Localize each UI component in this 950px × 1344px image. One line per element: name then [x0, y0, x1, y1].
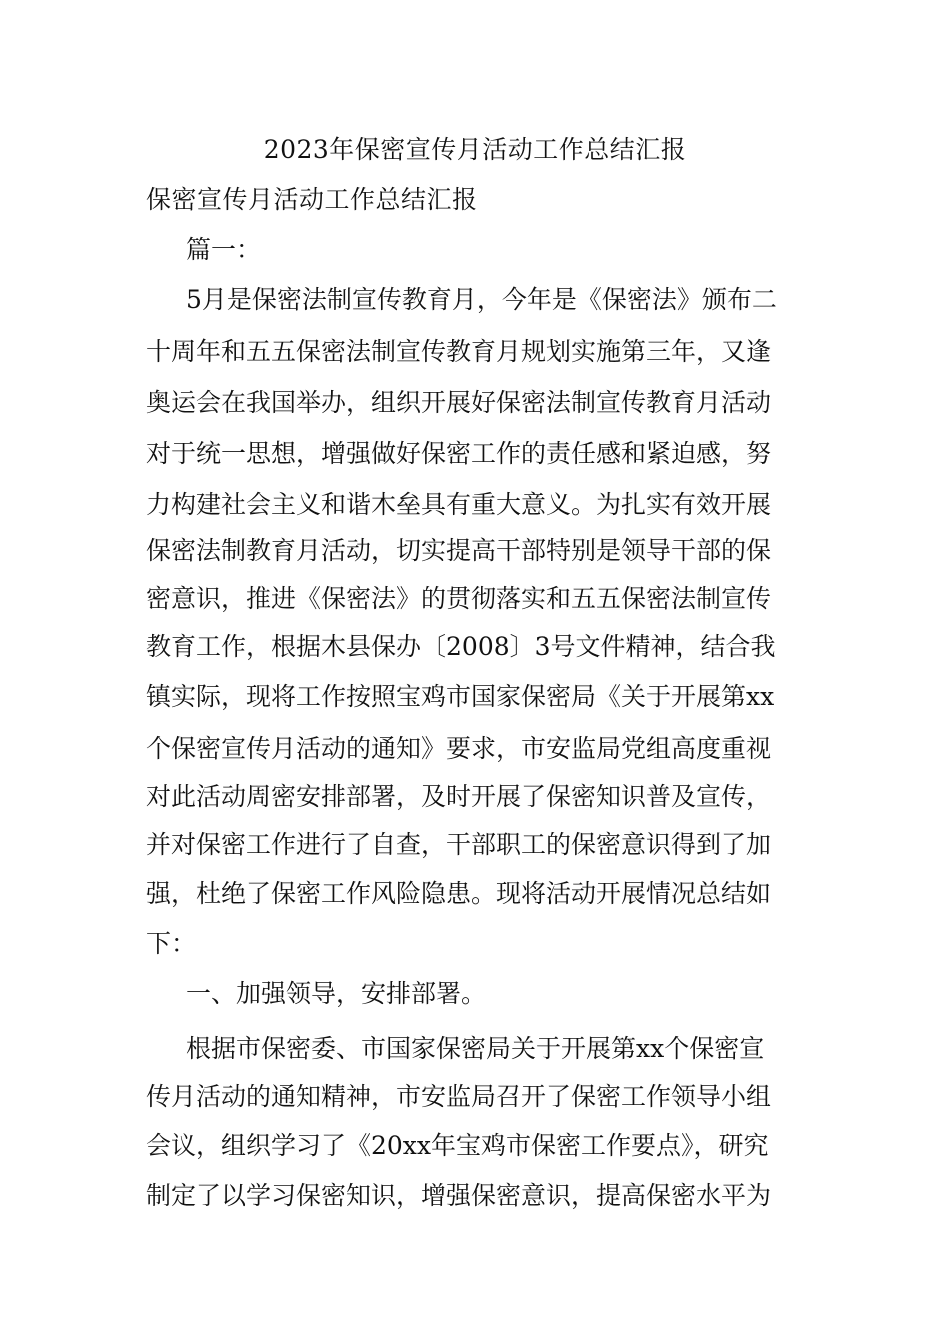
section-heading: 一、加强领导，安排部署。: [186, 979, 487, 1008]
document-title: 2023年保密宣传月活动工作总结汇报: [263, 135, 687, 164]
document-subtitle: 保密宣传月活动工作总结汇报: [146, 185, 478, 214]
text-line: 根据市保密委、市国家保密局关于开展第xx个保密宣: [186, 1034, 765, 1063]
text-line: 会议，组织学习了《20xx年宝鸡市保密工作要点》，研究: [146, 1131, 769, 1160]
text-line: 密意识，推进《保密法》的贯彻落实和五五保密法制宣传: [146, 584, 772, 613]
text-line: 制定了以学习保密知识，增强保密意识，提高保密水平为: [146, 1181, 772, 1210]
text-line: 对于统一思想，增强做好保密工作的责任感和紧迫感，努: [146, 439, 772, 468]
text-line: 下：: [146, 929, 197, 958]
text-line: 个保密宣传月活动的通知》要求，市安监局党组高度重视: [146, 734, 772, 763]
text-line: 5月是保密法制宣传教育月，今年是《保密法》颁布二: [186, 285, 777, 314]
text-line: 强，杜绝了保密工作风险隐患。现将活动开展情况总结如: [146, 879, 772, 908]
text-line: 十周年和五五保密法制宣传教育月规划实施第三年，又逢: [146, 337, 772, 366]
text-line: 传月活动的通知精神，市安监局召开了保密工作领导小组: [146, 1082, 772, 1111]
text-line: 力构建社会主义和谐木垒具有重大意义。为扎实有效开展: [146, 490, 772, 519]
text-line: 教育工作，根据木县保办〔2008〕3号文件精神，结合我: [146, 632, 776, 661]
text-line: 奥运会在我国举办，组织开展好保密法制宣传教育月活动: [146, 388, 772, 417]
text-line: 镇实际，现将工作按照宝鸡市国家保密局《关于开展第xx: [146, 682, 775, 711]
text-line: 对此活动周密安排部署，及时开展了保密知识普及宣传，: [146, 782, 772, 811]
text-line: 并对保密工作进行了自查，干部职工的保密意识得到了加: [146, 830, 772, 859]
section-label: 篇一：: [186, 235, 262, 264]
text-line: 保密法制教育月活动，切实提高干部特别是领导干部的保: [146, 536, 772, 565]
